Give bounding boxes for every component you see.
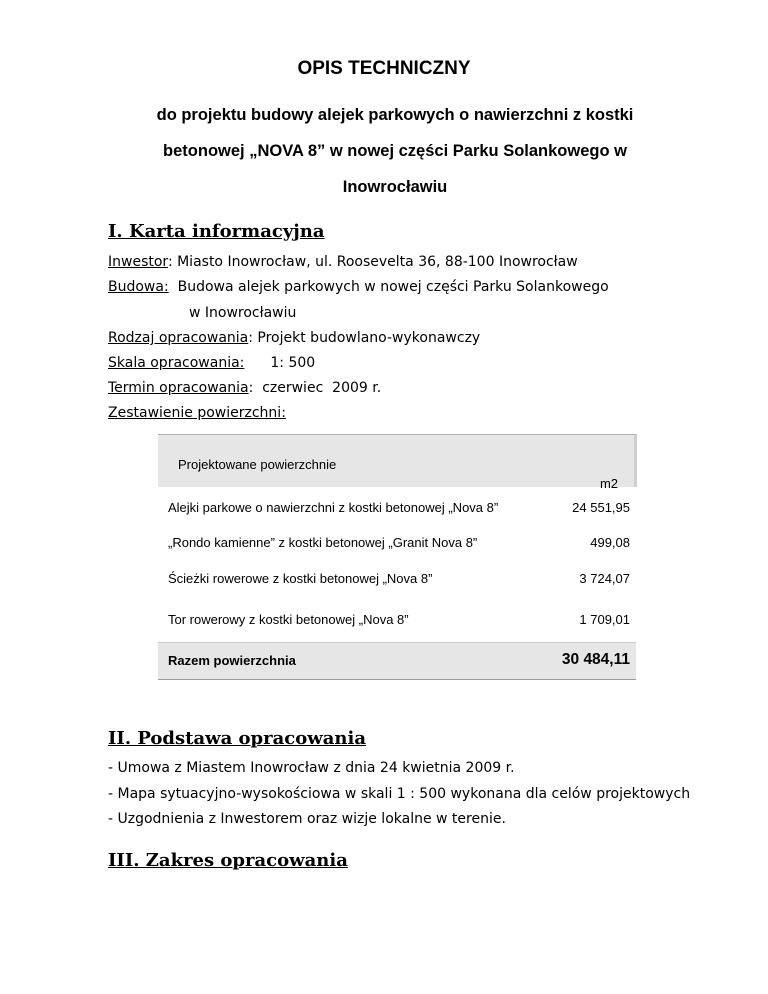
section-2-heading: II. Podstawa opracowania — [108, 728, 367, 749]
row-name: „Rondo kamienne” z kostki betonowej „Granit Nova 8” — [168, 535, 478, 550]
section-1-heading: I. Karta informacyjna — [108, 221, 325, 242]
table-row — [158, 500, 636, 520]
header-name: Projektowane powierzchnie — [178, 457, 337, 472]
row-value: 3 724,07 — [579, 571, 630, 586]
table-row — [158, 612, 636, 632]
surfaces-table — [158, 434, 636, 678]
subtitle-line-3: Inowrocławiu — [342, 178, 448, 196]
subtitle-line-1: do projektu budowy alejek parkowych o nawierzchni z kostki — [156, 106, 634, 124]
investor-line — [108, 254, 578, 270]
investor-value: : Miasto Inowrocław, ul. Roosevelta 36, 88-100 Inowrocław — [167, 254, 578, 270]
investor-label: Inwestor — [108, 254, 168, 270]
basis-item-2: - Mapa sytuacyjno-wysokościowa w skali 1 : 500 wykonana dla celów projektowych — [108, 786, 691, 802]
basis-item-1: - Umowa z Miastem Inowrocław z dnia 24 kwietnia 2009 r. — [108, 760, 515, 776]
total-label: Razem powierzchnia — [168, 653, 296, 668]
build-label: Budowa: — [108, 279, 169, 295]
type-label: Rodzaj opracowania — [108, 330, 249, 346]
build-value-continued: w Inowrocławiu — [189, 305, 297, 321]
table-header — [158, 434, 637, 491]
type-value: : Projekt budowlano-wykonawczy — [248, 330, 481, 346]
document-title: OPIS TECHNICZNY — [297, 58, 471, 79]
table-row — [158, 535, 636, 555]
summary-label: Zestawienie powierzchni: — [108, 405, 286, 421]
subtitle-line-2: betonowej „NOVA 8” w nowej części Parku Solankowego w — [163, 142, 627, 160]
basis-item-3: - Uzgodnienia z Inwestorem oraz wizje lokalne w terenie. — [108, 811, 506, 827]
build-value: Budowa alejek parkowych w nowej części Parku Solankowego — [168, 279, 609, 295]
row-value: 499,08 — [590, 535, 630, 550]
document-subtitle — [100, 97, 690, 205]
row-value: 1 709,01 — [579, 612, 630, 627]
scale-label: Skala opracowania: — [108, 355, 245, 371]
term-line — [108, 380, 381, 396]
total-value: 30 484,11 — [561, 651, 630, 668]
term-label: Termin opracowania — [108, 380, 249, 396]
header-unit: m2 — [599, 476, 618, 491]
row-name: Ścieżki rowerowe z kostki betonowej „Nova 8” — [168, 571, 433, 586]
row-name: Tor rowerowy z kostki betonowej „Nova 8” — [168, 612, 409, 627]
section-3-heading: III. Zakres opracowania — [108, 850, 348, 871]
table-total-row — [158, 642, 636, 680]
build-line — [108, 279, 609, 295]
scale-line — [108, 355, 315, 371]
scale-value: 1: 500 — [270, 355, 316, 371]
row-value: 24 551,95 — [572, 500, 630, 515]
row-name: Alejki parkowe o nawierzchni z kostki betonowej „Nova 8” — [168, 500, 499, 515]
table-row — [158, 571, 636, 591]
summary-line — [108, 405, 286, 421]
term-value: : czerwiec 2009 r. — [248, 380, 382, 396]
type-line — [108, 330, 480, 346]
